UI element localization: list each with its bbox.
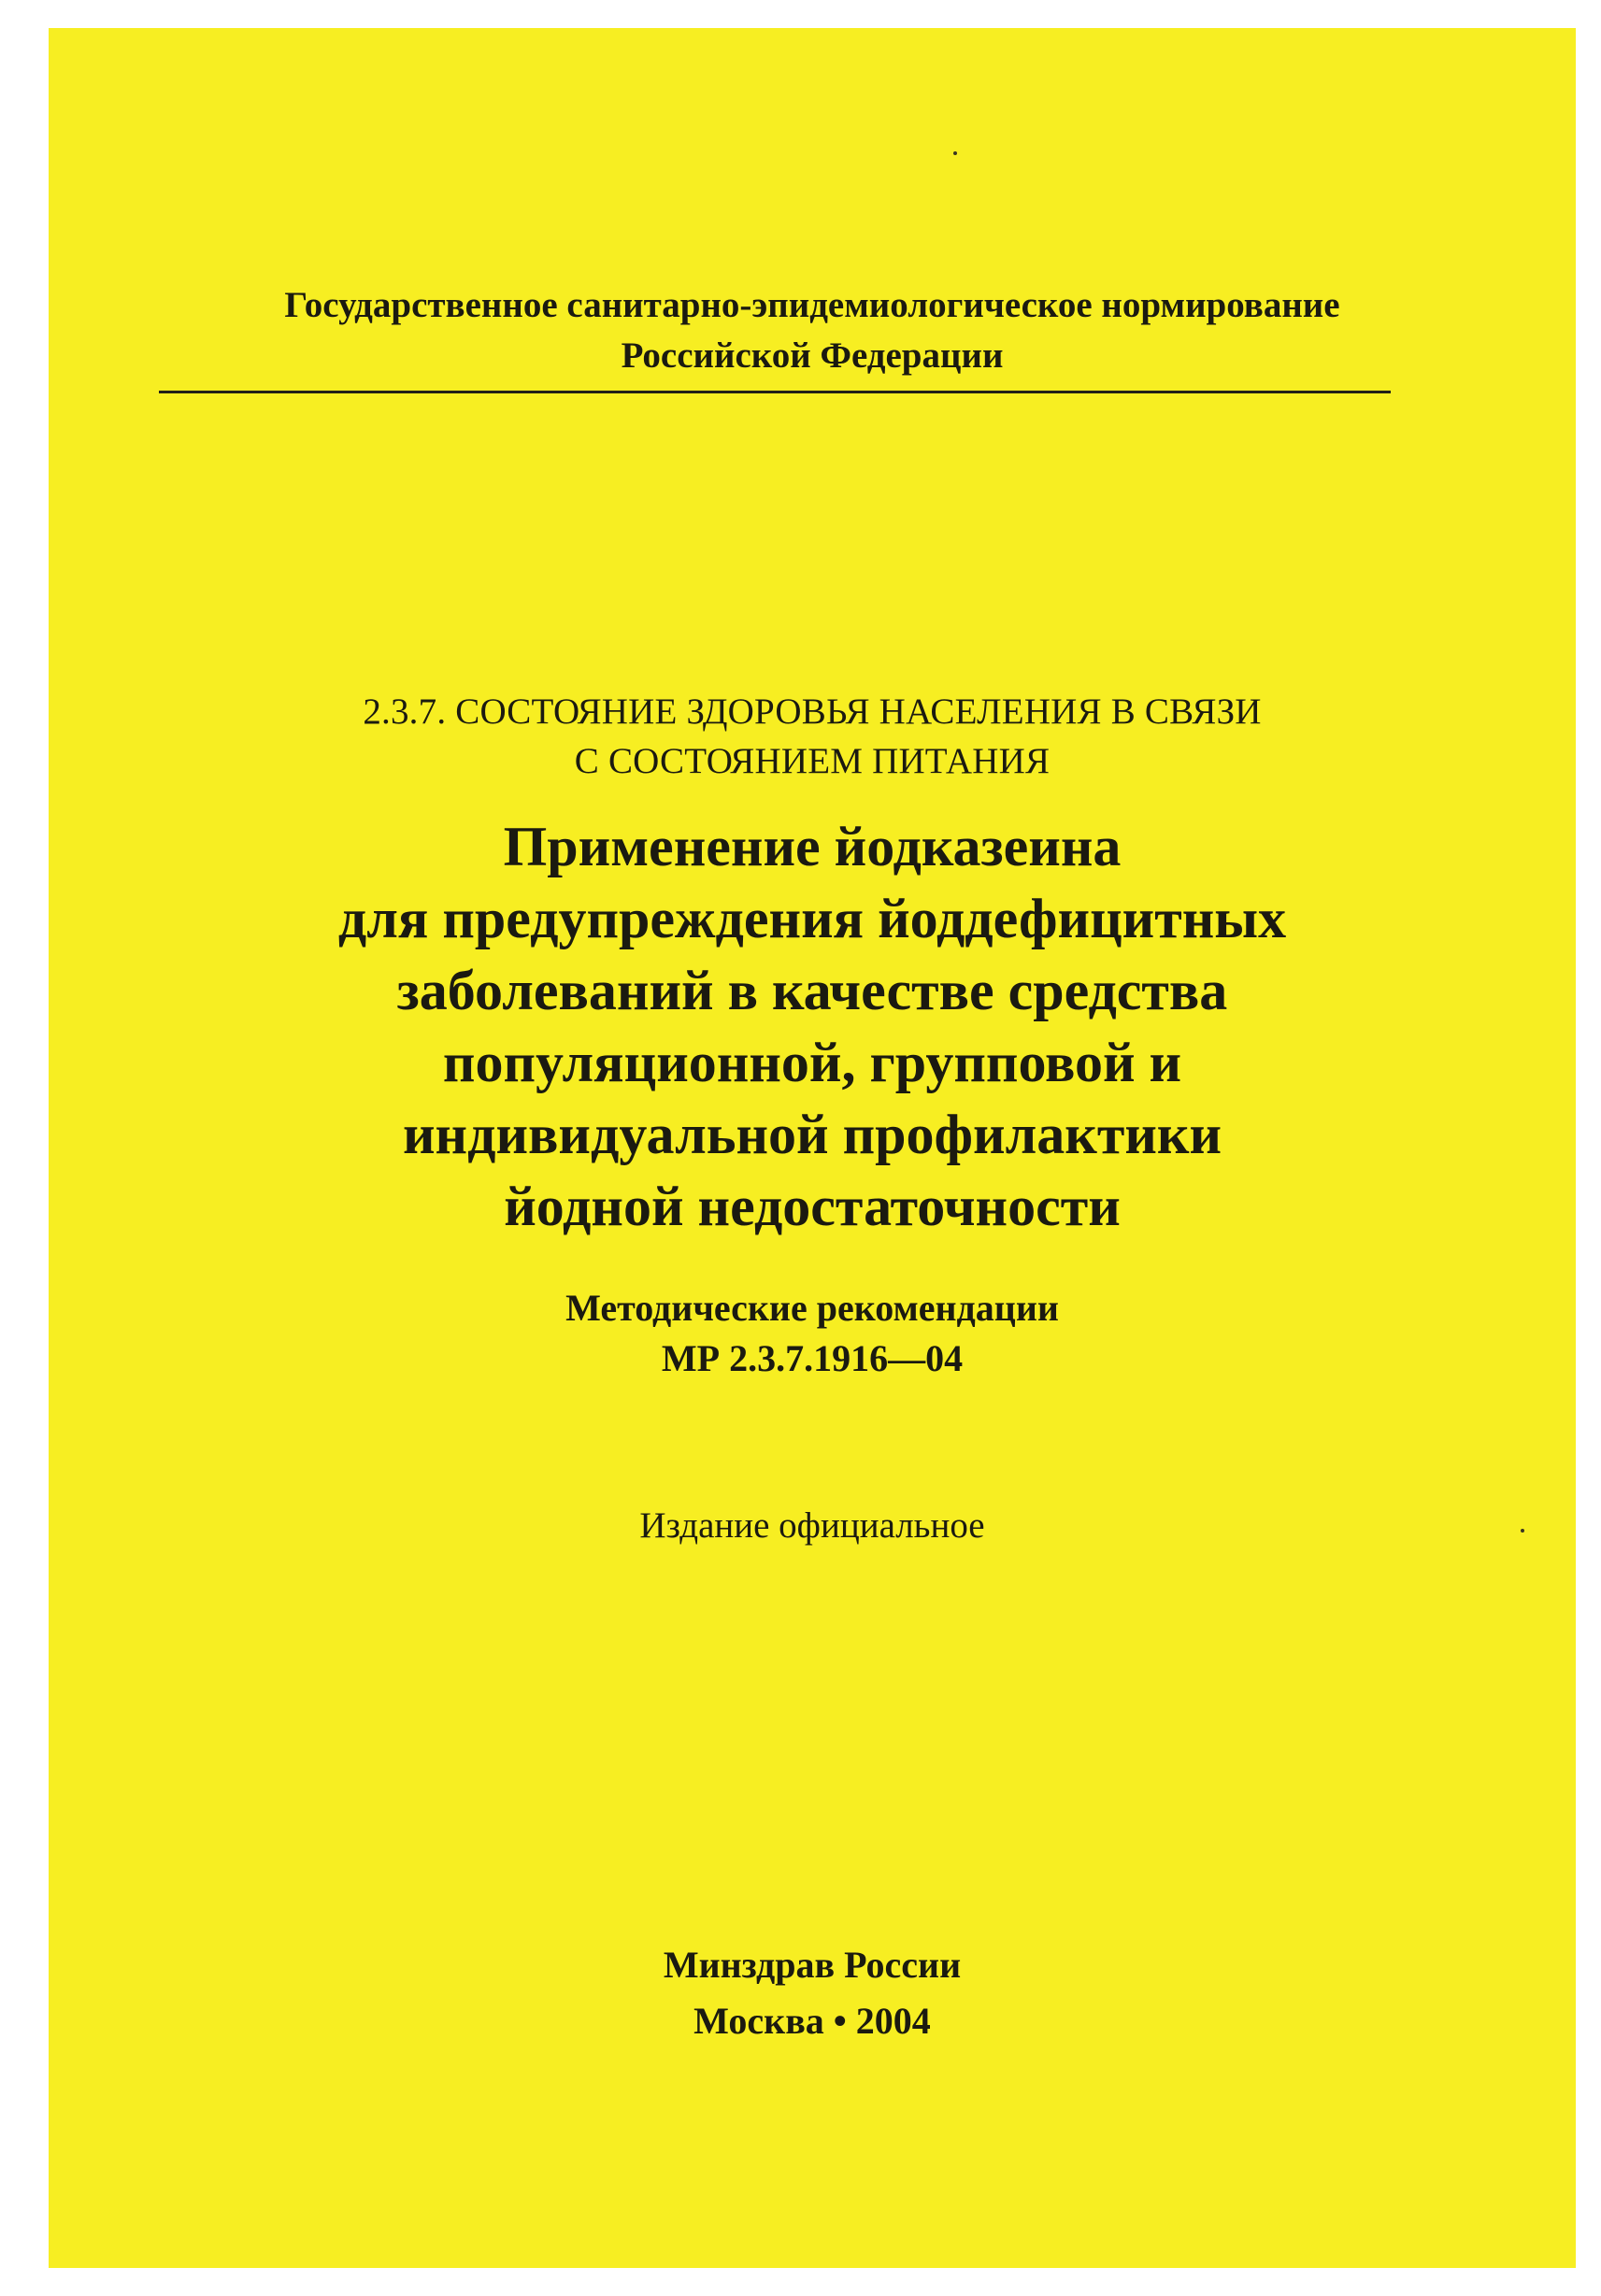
document-code: МР 2.3.7.1916—04: [661, 1337, 964, 1379]
series-line-2: С СОСТОЯНИЕМ ПИТАНИЯ: [574, 741, 1051, 781]
publisher-name: Минздрав России: [663, 1944, 962, 1986]
print-speck: [1521, 1529, 1524, 1533]
header-divider: [159, 391, 1391, 393]
title-line-3: заболеваний в качестве средства: [396, 960, 1228, 1021]
title-line-2: для предупреждения йоддефицитных: [337, 888, 1287, 949]
print-speck: [953, 151, 957, 155]
document-type: Методические рекомендации: [565, 1287, 1059, 1329]
document-title: [49, 811, 1576, 1243]
series-heading: [49, 687, 1576, 786]
document-cover: [49, 28, 1576, 2268]
series-line-1: 2.3.7. СОСТОЯНИЕ ЗДОРОВЬЯ НАСЕЛЕНИЯ В СВЯЗИ: [363, 692, 1262, 732]
title-line-4: популяционной, групповой и: [442, 1032, 1182, 1093]
publisher-place-year: Москва • 2004: [693, 2000, 931, 2042]
heading-line-2: Российской Федерации: [621, 335, 1004, 376]
publisher-block: [49, 1937, 1576, 2049]
title-line-6: йодной недостаточности: [504, 1176, 1121, 1237]
title-line-1: Применение йодказеина: [503, 816, 1122, 877]
heading-line-1: Государственное санитарно-эпидемиологическое нормирование: [284, 285, 1340, 325]
document-subtitle: [49, 1283, 1576, 1384]
issuing-body-heading: [49, 280, 1576, 381]
edition-note: Издание официальное: [639, 1505, 985, 1546]
title-line-5: индивидуальной профилактики: [402, 1104, 1222, 1165]
